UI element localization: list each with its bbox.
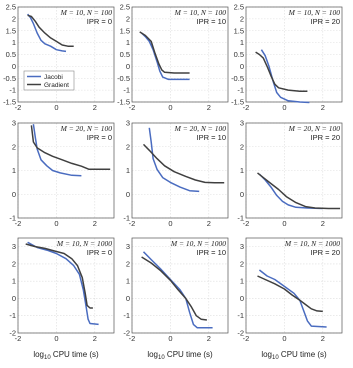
panel-subtitle: IPR = 20	[310, 17, 340, 26]
x-tick-label: 0	[168, 219, 173, 228]
y-tick-label: 1	[125, 166, 130, 175]
y-tick-label: 2	[125, 142, 130, 152]
y-tick-label: 0	[11, 61, 16, 71]
y-tick-label: 1.5	[233, 26, 244, 36]
panel-title: M = 10, N = 1000	[284, 239, 340, 248]
panel-subtitle: IPR = 0	[86, 133, 112, 142]
panel-title: M = 10, N = 100	[174, 8, 226, 17]
y-tick-label: 2	[11, 259, 16, 269]
x-tick-label: 2	[92, 334, 97, 343]
panel-bot-2	[123, 238, 228, 361]
y-tick-label: -2	[123, 328, 130, 338]
x-tick-label: 2	[206, 219, 211, 228]
x-tick-label: 2	[320, 103, 325, 112]
x-tick-label: 2	[320, 334, 325, 343]
y-tick-label: 0	[11, 189, 16, 199]
x-axis-label: $\log_{10}$ CPU time (s)	[261, 350, 327, 361]
panel-subtitle: IPR = 0	[86, 17, 112, 26]
panel-title: M = 10, N = 1000	[170, 239, 226, 248]
y-tick-label: -1	[123, 85, 130, 95]
x-tick-label: -2	[128, 219, 136, 228]
y-tick-label: 3	[125, 118, 130, 128]
y-tick-label: 1	[11, 166, 16, 175]
x-tick-label: -2	[14, 334, 22, 343]
y-tick-label: -2	[237, 328, 244, 338]
x-tick-label: -2	[14, 103, 22, 112]
y-tick-label: 1	[11, 38, 16, 48]
panel-subtitle: IPR = 10	[196, 248, 226, 257]
y-tick-label: 1	[239, 38, 244, 48]
y-tick-label: -1.5	[117, 97, 130, 107]
x-tick-label: -2	[242, 103, 250, 112]
panel-subtitle: IPR = 20	[310, 248, 340, 257]
panel-bot-1	[9, 238, 114, 361]
legend-label: Jacobi	[44, 74, 63, 81]
y-tick-label: -0.5	[3, 73, 16, 83]
panel-title: M = 20, N = 100	[60, 124, 112, 133]
x-tick-label: 0	[168, 103, 173, 112]
x-tick-label: 0	[282, 334, 287, 343]
y-tick-label: -1	[9, 311, 16, 321]
x-tick-label: -2	[242, 219, 250, 228]
x-tick-label: 0	[168, 334, 173, 343]
panel-title: M = 10, N = 1000	[56, 239, 112, 248]
panel-top-1	[3, 3, 114, 113]
x-tick-label: 0	[282, 103, 287, 112]
y-tick-label: 1	[239, 166, 244, 175]
y-tick-label: -1	[123, 213, 130, 223]
panel-top-2	[117, 3, 228, 113]
y-tick-label: -1.5	[3, 97, 16, 107]
y-tick-label: 2	[11, 142, 16, 152]
panel-mid-1	[9, 119, 114, 229]
y-tick-label: 3	[11, 242, 16, 252]
x-tick-label: -2	[128, 334, 136, 343]
x-tick-label: -2	[128, 103, 136, 112]
panel-title: M = 10, N = 100	[60, 8, 112, 17]
y-tick-label: -0.5	[231, 73, 244, 83]
x-tick-label: 2	[206, 103, 211, 112]
y-tick-label: -2	[9, 328, 16, 338]
y-tick-label: 3	[239, 118, 244, 128]
panel-mid-2	[123, 119, 228, 229]
y-tick-label: 1.5	[119, 26, 130, 36]
y-tick-label: 0	[125, 293, 130, 303]
y-tick-label: -1	[237, 213, 244, 223]
y-tick-label: 2	[239, 142, 244, 152]
y-tick-label: -1	[123, 311, 130, 321]
y-tick-label: 2	[239, 259, 244, 269]
panel-title: M = 10, N = 100	[288, 8, 340, 17]
y-tick-label: 3	[125, 242, 130, 252]
panel-mid-3	[237, 119, 342, 229]
y-tick-label: 2	[125, 259, 130, 269]
x-tick-label: 0	[54, 103, 59, 112]
y-tick-label: 0.5	[119, 50, 130, 59]
panel-subtitle: IPR = 10	[196, 17, 226, 26]
x-axis-label: $\log_{10}$ CPU time (s)	[147, 350, 213, 361]
y-tick-label: 0	[125, 61, 130, 71]
legend	[24, 71, 74, 90]
y-tick-label: -1	[9, 85, 16, 95]
y-tick-label: 2.5	[233, 2, 244, 12]
y-tick-label: 1.5	[5, 26, 16, 36]
y-tick-label: 2	[11, 14, 16, 24]
y-tick-label: 2.5	[119, 2, 130, 12]
x-tick-label: -2	[14, 219, 22, 228]
panel-subtitle: IPR = 10	[196, 133, 226, 142]
panel-subtitle: IPR = 20	[310, 133, 340, 142]
y-tick-label: 0.5	[5, 50, 16, 59]
y-tick-label: -1	[9, 213, 16, 223]
y-tick-label: -1	[237, 85, 244, 95]
y-tick-label: 0	[239, 61, 244, 71]
y-tick-label: 2	[125, 14, 130, 24]
y-tick-label: 1	[125, 276, 130, 286]
x-tick-label: 2	[92, 219, 97, 228]
legend-label: Gradient	[44, 82, 69, 89]
y-tick-label: -1.5	[231, 97, 244, 107]
x-tick-label: 0	[54, 219, 59, 228]
panel-title: M = 20, N = 100	[288, 124, 340, 133]
y-tick-label: 0.5	[233, 50, 244, 59]
y-tick-label: 0	[239, 293, 244, 303]
y-tick-label: 0	[125, 189, 130, 199]
y-tick-label: -0.5	[117, 73, 130, 83]
y-tick-label: 3	[239, 242, 244, 252]
y-tick-label: 1	[125, 38, 130, 48]
x-tick-label: 2	[206, 334, 211, 343]
y-tick-label: 0	[11, 293, 16, 303]
panel-title: M = 20, N = 100	[174, 124, 226, 133]
x-tick-label: 0	[54, 334, 59, 343]
y-tick-label: 2	[239, 14, 244, 24]
y-tick-label: 1	[11, 276, 16, 286]
y-tick-label: 1	[239, 276, 244, 286]
x-tick-label: 2	[320, 219, 325, 228]
x-tick-label: 2	[92, 103, 97, 112]
y-tick-label: -1	[237, 311, 244, 321]
panel-top-3	[231, 3, 342, 113]
panel-subtitle: IPR = 0	[86, 248, 112, 257]
panel-bot-3	[237, 238, 342, 361]
x-axis-label: $\log_{10}$ CPU time (s)	[33, 350, 99, 361]
y-tick-label: 0	[239, 189, 244, 199]
x-tick-label: -2	[242, 334, 250, 343]
x-tick-label: 0	[282, 219, 287, 228]
y-tick-label: 2.5	[5, 2, 16, 12]
y-tick-label: 3	[11, 118, 16, 128]
